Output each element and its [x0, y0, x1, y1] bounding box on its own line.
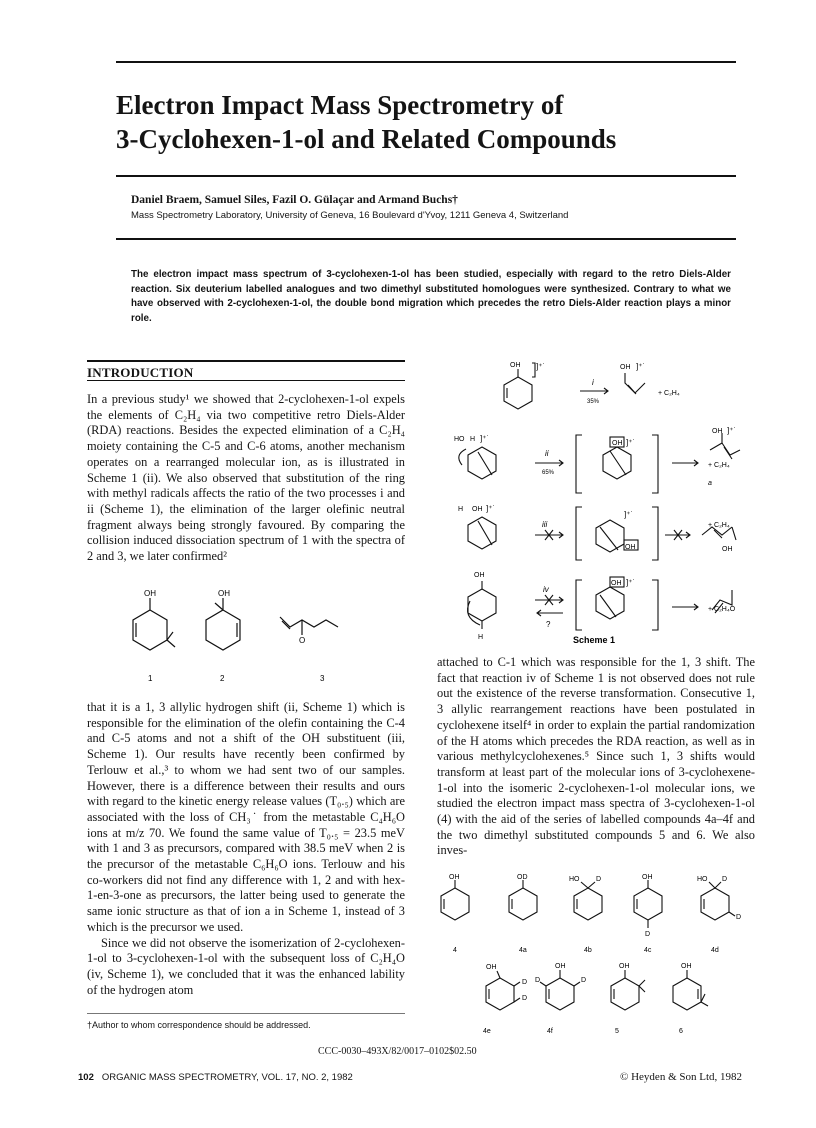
- compound-4b-d: D: [596, 876, 602, 883]
- column-1-bottom: [87, 700, 405, 998]
- compound-4e-d: D: [522, 979, 528, 986]
- compound-4e-d2: D: [522, 995, 528, 1002]
- page-number: 102: [78, 1072, 94, 1083]
- scheme-dagger-ii: ]⁺˙: [480, 434, 490, 443]
- scheme-dagger-iii: ]⁺˙: [486, 504, 496, 513]
- scheme-oh: OH: [510, 362, 521, 369]
- scheme-question: ?: [546, 620, 551, 629]
- compound-label-4b: 4b: [584, 947, 592, 954]
- scheme-pct-ii: 65%: [542, 470, 555, 476]
- scheme-dagger-ii-prod: ]⁺˙: [727, 426, 737, 435]
- intro-rule-top: [87, 360, 405, 362]
- compound-3-structure: [280, 617, 338, 635]
- scheme-dagger-iii-int: ]⁺˙: [624, 510, 634, 519]
- figure-compounds-4-6: [425, 870, 755, 1040]
- scheme-oh-iii-int: OH: [625, 544, 636, 551]
- compound-label-2: 2: [220, 674, 225, 683]
- abstract: The electron impact mass spectrum of 3-cyclohexen-1-ol has been studied, especially with regard to the retro Diels-Alder reaction. Six deuterium labelled analogues and two dimethyl substituted homologues were synthesized. Contrary to what we have observed with 2-cyclohexen-1-ol, the double bond migration which precedes the retro Diels-Alder reaction plays a minor role.: [131, 269, 731, 324]
- scheme-plus-c2h4-ii: + C₂H₄: [708, 462, 730, 469]
- compound-2-structure: [206, 598, 240, 650]
- scheme-oh-iii-prod: OH: [722, 546, 733, 553]
- intro-rule-bottom: [87, 380, 405, 381]
- figure-compounds-1-3: [95, 585, 395, 685]
- compound-4c-d: D: [645, 931, 651, 938]
- scheme-dagger-iv-int: ]⁺˙: [626, 578, 636, 587]
- scheme-oh-ii-int: OH: [612, 440, 623, 447]
- compound-label-4: 4: [453, 947, 457, 954]
- compound-4e-oh: OH: [486, 964, 497, 971]
- compound-label-4c: 4c: [644, 947, 652, 954]
- scheme-h-iii: H: [458, 506, 464, 513]
- authors: Daniel Braem, Samuel Siles, Fazil O. Gülaçar and Armand Buchs†: [131, 194, 458, 206]
- scheme-oh-iv: OH: [474, 572, 485, 579]
- title-line-1: Electron Impact Mass Spectrometry of: [116, 90, 564, 120]
- scheme-ring: [596, 520, 624, 552]
- scheme-1: [440, 355, 770, 650]
- footnote: †Author to whom correspondence should be addressed.: [87, 1020, 311, 1030]
- footer-journal: [78, 1072, 353, 1083]
- compound-label-5: 5: [615, 1028, 619, 1035]
- compound-3-o: O: [299, 636, 306, 645]
- scheme-dagger: ]⁺˙: [536, 362, 546, 371]
- compound-4f-d2: D: [535, 977, 541, 984]
- scheme-dagger-product: ]⁺˙: [636, 362, 646, 371]
- column-2: [437, 655, 755, 859]
- scheme-plus-c2h4o: + C₂H₄O: [708, 606, 736, 613]
- scheme-caption: Scheme 1: [573, 635, 616, 645]
- compound-4d-ho: HO: [697, 876, 708, 883]
- paragraph: that it is a 1, 3 allylic hydrogen shift (ii, Scheme 1) which is responsible for the elimination of the olefin containing the C-4 and C-5 atoms and not a shift of the OH substituent (iii, Scheme 1). Our results have recently been confirmed by Terlouw et al.,³ to whom we had sent two of our samples. However, there is a difference between their results and ours with regard to the kinetic energy release values (T₀.₅) which are associated with the loss of CH₃˙ from the metastable C₄H₆O ions at m/z 70. We found the same value of T₀.₅ = 23.5 meV with 1 and 3 as precursors, compared with 38.5 meV when 2 is the precursor of the metastable C₆H₆O ions. Terlouw and his co-workers did not find any difference with 1, 2 and with hex-1-en-3-one as precursors, the latter being used to generate the same ionic structure as that of ion a in Scheme 1, instead of 3 which is the precursor we used.: [87, 700, 405, 934]
- title-line-2: 3-Cyclohexen-1-ol and Related Compounds: [116, 124, 617, 154]
- scheme-oh-product: OH: [620, 364, 631, 371]
- scheme-plus-c2h4-i: + C₂H₄: [658, 390, 680, 397]
- scheme-h-iv: H: [478, 634, 484, 641]
- column-1-top: [87, 392, 405, 565]
- scheme-ion-a: a: [708, 480, 712, 487]
- footnote-rule: [87, 1013, 405, 1014]
- paragraph: In a previous study¹ we showed that 2-cyclohexen-1-ol expels the elements of C₂H₄ via two competitive retro Diels-Alder (RDA) reactions. Besides the expected elimination of a C₂H₄ moiety containing the C-5 and C-6 atoms, another mechanism operates on a rearranged molecular ion, as is illustrated in Scheme 1 (ii). We also observed that substitution of the ring with methyl radicals affects the ratio of the two processes i and ii (Scheme 1), the elimination of the larger olefinic neutral fragment always being strongly favoured. By comparing the collision induced dissociation spectrum of 1 with the spectra of 2 and 3, we later confirmed²: [87, 392, 405, 564]
- scheme-ring: [603, 447, 631, 479]
- compound-1-structure: [133, 598, 175, 650]
- compound-label-6: 6: [679, 1028, 683, 1035]
- paragraph: Since we did not observe the isomerization of 2-cyclohexen-1-ol to 3-cyclohexen-1-ol with the subsequent loss of C₂H₄O (iv, Scheme 1), we concluded that it was the enhanced lability of the hydrogen atom: [87, 935, 405, 997]
- scheme-oh-iii: OH: [472, 506, 483, 513]
- scheme-oh-iv-int: OH: [611, 580, 622, 587]
- compound-4f-d: D: [581, 977, 587, 984]
- journal-name: ORGANIC MASS SPECTROMETRY, VOL. 17, NO. 2, 1982: [101, 1072, 353, 1083]
- article-title: [116, 88, 736, 156]
- affiliation: Mass Spectrometry Laboratory, University of Geneva, 16 Boulevard d'Yvoy, 1211 Geneva 4, Switzerland: [131, 210, 569, 221]
- scheme-route-ii: ii: [545, 449, 549, 458]
- compound-1-oh: OH: [144, 589, 156, 598]
- compound-4-oh: OH: [449, 874, 460, 881]
- copyright: © Heyden & Son Ltd, 1982: [620, 1071, 743, 1083]
- scheme-route-iv: iv: [543, 585, 549, 594]
- scheme-route-iii: iii: [542, 520, 548, 529]
- compound-4c-oh: OH: [642, 874, 653, 881]
- scheme-ring: [468, 589, 496, 621]
- compound-label-4a: 4a: [519, 947, 527, 954]
- compound-4d-d: D: [722, 876, 728, 883]
- compound-6-oh: OH: [681, 963, 692, 970]
- compound-4d-d2: D: [736, 914, 742, 921]
- scheme-plus-c2h4-iii: + C₂H₄: [708, 522, 730, 529]
- compound-5-oh: OH: [619, 963, 630, 970]
- introduction-heading: INTRODUCTION: [87, 365, 194, 380]
- compound-label-4f: 4f: [547, 1028, 553, 1035]
- article-code: CCC-0030–493X/82/0017–0102$02.50: [318, 1046, 477, 1057]
- top-rule: [116, 61, 736, 63]
- compound-4b-ho: HO: [569, 876, 580, 883]
- header-rule: [116, 238, 736, 240]
- paragraph: attached to C-1 which was responsible for the 1, 3 shift. The fact that reaction iv of Scheme 1 is not observed does not rule out the existence of the reverse transformation. Consecutive 1, 3 allylic rearrangement reactions have been postulated in cyclohexene itself⁴ in order to explain the partial randomization of the H atoms which precedes the RDA reaction, as well as in various methylcyclohexenes.⁵ Since such 1, 3 shifts would transform at least part of the molecular ions of 3-cyclohexene-1-ol into the isomeric 2-cyclohexen-1-ol molecular ions, we studied the electron impact mass spectra of 3-cyclohexen-1-ol (4) with the aid of the series of labelled compounds 4a–4f and the two dimethyl substituted compounds 5 and 6. We also inves-: [437, 655, 755, 858]
- compound-label-1: 1: [148, 674, 153, 683]
- compound-label-4d: 4d: [711, 947, 719, 954]
- compound-2-oh: OH: [218, 589, 230, 598]
- scheme-route-i: i: [592, 378, 594, 387]
- scheme-pct-i: 35%: [587, 399, 600, 405]
- title-rule: [116, 175, 736, 177]
- compound-4f-oh: OH: [555, 963, 566, 970]
- scheme-ho-ii: HO: [454, 436, 465, 443]
- compound-4a-od: OD: [517, 874, 528, 881]
- compound-label-4e: 4e: [483, 1028, 491, 1035]
- scheme-dagger-ii-int: ]⁺˙: [626, 438, 636, 447]
- scheme-h-ii: H: [470, 436, 476, 443]
- scheme-ring: [504, 377, 532, 409]
- scheme-oh-ii-prod: OH: [712, 428, 723, 435]
- scheme-ring: [596, 587, 624, 619]
- compound-label-3: 3: [320, 674, 325, 683]
